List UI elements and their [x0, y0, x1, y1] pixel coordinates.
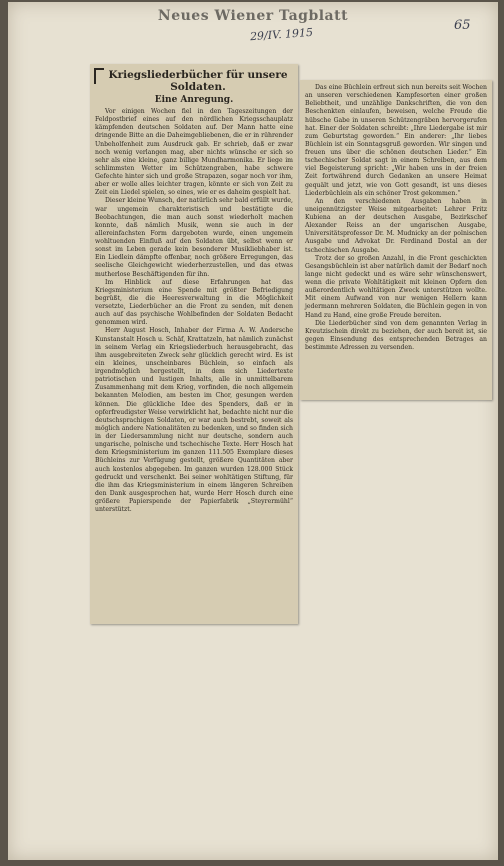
- article-headline: Kriegsliederbücher für unsere Soldaten.: [108, 69, 288, 93]
- paragraph: Dieser kleine Wunsch, der natürlich sehr bald erfüllt wurde, war ungemein charakteristisch und bestätigte die Beobachtungen, die man auch sonst wiederholt machen konnte, daß nämlich Musik, wenn sie auch in der allereinfachsten Form dargeboten wurde, einen ungemein wohltuenden Einfluß auf den Soldaten übt, selbst wenn er sonst im Leben gerade kein besonderer Musikliebhaber ist. Ein Liedlein dämpfte offenbar, noch größere Erregungen, das seelische Gleichgewicht wiederherzustellen, und das etwas mutherlose Beschäftigenden für ihn.: [95, 197, 294, 278]
- paragraph: Das eine Büchlein erfreut sich nun bereits seit Wochen an unseren verschiedenen Kampfesorten einer großen Beliebtheit, und unzählige Dankschriften, die von den Beschenkten einlaufen, beweisen, welche Freude die hübsche Gabe in unseren Schützengräben hervorgerufen hat. Einer der Soldaten schreibt: „Ihre Liedergabe ist mir zum Geburtstag geworden.“ Ein anderer: „Ihr liebes Büchlein ist ein Sonntagsgruß geworden. Wir singen und freuen uns über die schönen deutschen Lieder.“ Ein tschechischer Soldat sagt in einem Schreiben, aus dem viel Begeisterung spricht: „Wir haben uns in der freien Zeit fortwährend durch Gedanken an unsere Heimat gequält und jetzt, wie von Gott gesandt, ist uns dieses Liederbüchlein als ein schöner Trost gekommen.“: [305, 84, 487, 197]
- article-clipping-left: [90, 64, 298, 624]
- bracket-mark-icon: [94, 68, 104, 84]
- paragraph: Trotz der so großen Anzahl, in die Front geschickten Gesangsbüchlein ist aber natürlich damit der Bedarf noch lange nicht gedeckt und es wäre sehr wünschenswert, wenn die private Wohltätigkeit mit kleinen Opfern den außerordentlich wohltätigen Zweck unterstützen wollte. Mit einem Aufwand von nur wenigen Hellern kann jedermann mehreren Soldaten, die Büchlein gegen in von Hand zu Hand, eine große Freude bereiten.: [305, 254, 487, 319]
- paragraph: Vor einigen Wochen fiel in den Tageszeitungen der Feldpostbrief eines auf den nördlichen Kriegsschauplatz kämpfenden deutschen Soldaten auf. Der Mann hatte eine dringende Bitte an die Daheimgebliebenen, die er in rührender Unbeholfenheit zum Ausdruck gab. Er schrieb, daß er zwar noch wenig verlangen mag, aber nichts wünsche er sich so sehr als eine kleine, ganz billige Mundharmonika. Er liege im schlimmsten Wetter im Schützengraben, habe schwere Gefechte hinter sich und große Strapazen, sogar noch vor ihm, aber er wolle alles leichter tragen, könnte er sich von Zeit zu Zeit ein Liedel spielen, so eines, wie er es daheim gespielt hat.: [95, 108, 293, 197]
- paragraph: Im Hinblick auf diese Erfahrungen hat das Kriegsministerium eine Spende mit größter Befriedigung begrüßt, die die Heeresverwaltung in die Möglichkeit versetzte, Liederbücher an die Front zu senden, mit denen auch auf das psychische Wohlbefinden der Soldaten Bedacht genommen wird.: [95, 278, 293, 327]
- article-subheadline: Eine Anregung.: [154, 95, 234, 106]
- article-body-left: [95, 108, 293, 514]
- article-clipping-right: [300, 80, 492, 400]
- paragraph: Die Liederbücher sind von dem genannten Verlag in Kreutzischein direkt zu beziehen, der auch bereit ist, sie gegen Einsendung des entsprechenden Betrages an bestimmte Adressen zu versenden.: [305, 319, 487, 351]
- newspaper-masthead: Neues Wiener Tagblatt: [157, 8, 349, 24]
- paragraph: An den verschiedenen Ausgaben haben in uneigennützigster Weise mitgearbeitet: Lehrer Fritz Kubiena an der deutschen Ausgabe, Bezirkschef Alexander Reiss an der ungarischen Ausgabe, Universitätsprofessor Dr. M. Mudnicky an der polnischen Ausgabe und Advokat Dr. Ferdinand Dostal an der tschechischen Ausgabe.: [305, 197, 487, 254]
- paragraph: Herr August Hosch, Inhaber der Firma A. W. Andersche Kunstanstalt Hosch u. Schäf, Krattatzeln, hat nämlich zunächst in seinem Verlag ein Kriegsliederbuch herausgebracht, das ihm ausgebreiteten Zweck sehr glücklich gerecht wird. Es ist ein kleines, unscheinbares Büchlein, so einfach als irgendmöglich hergestellt, in dem sich Liedertexte patriotischen und lustigen Inhalts, alle in unmittelbarem Zusammenhang mit dem Krieg, vorfinden, die noch allgemein bekannten Melodien, am besten im Chor, gesungen werden können. Die glückliche Idee des Spenders, daß er in opferfreudigster Weise verwirklicht hat, bedachte nicht nur die deutschsprachigen Soldaten, er war auch bestrebt, soweit als möglich andere Nationalitäten zu bedenken, und so finden sich in der Liedersammlung nicht nur deutsche, sondern auch ungarische, polnische und tschechische Texte. Herr Hosch hat dem Kriegsministerium im ganzen 111.505 Exemplare dieses Büchleins zur Verfügung gestellt, größere Quantitäten aber auch kostenlos abgegeben. Im ganzen wurden 128.000 Stück gedruckt und verschenkt. Bei seiner wohltätigen Stiftung, für die ihm das Kriegsministerium in einem längeren Schreiben den Dank ausgesprochen hat, wurde Herr Hosch durch eine größere Papierspende der Papierfabrik „Steyrermühl“ unterstützt.: [95, 327, 293, 514]
- article-body-right: [305, 84, 487, 352]
- archive-sheet: [8, 2, 498, 860]
- handwritten-page-number: 65: [454, 18, 471, 33]
- handwritten-date: 29/IV. 1915: [249, 25, 314, 44]
